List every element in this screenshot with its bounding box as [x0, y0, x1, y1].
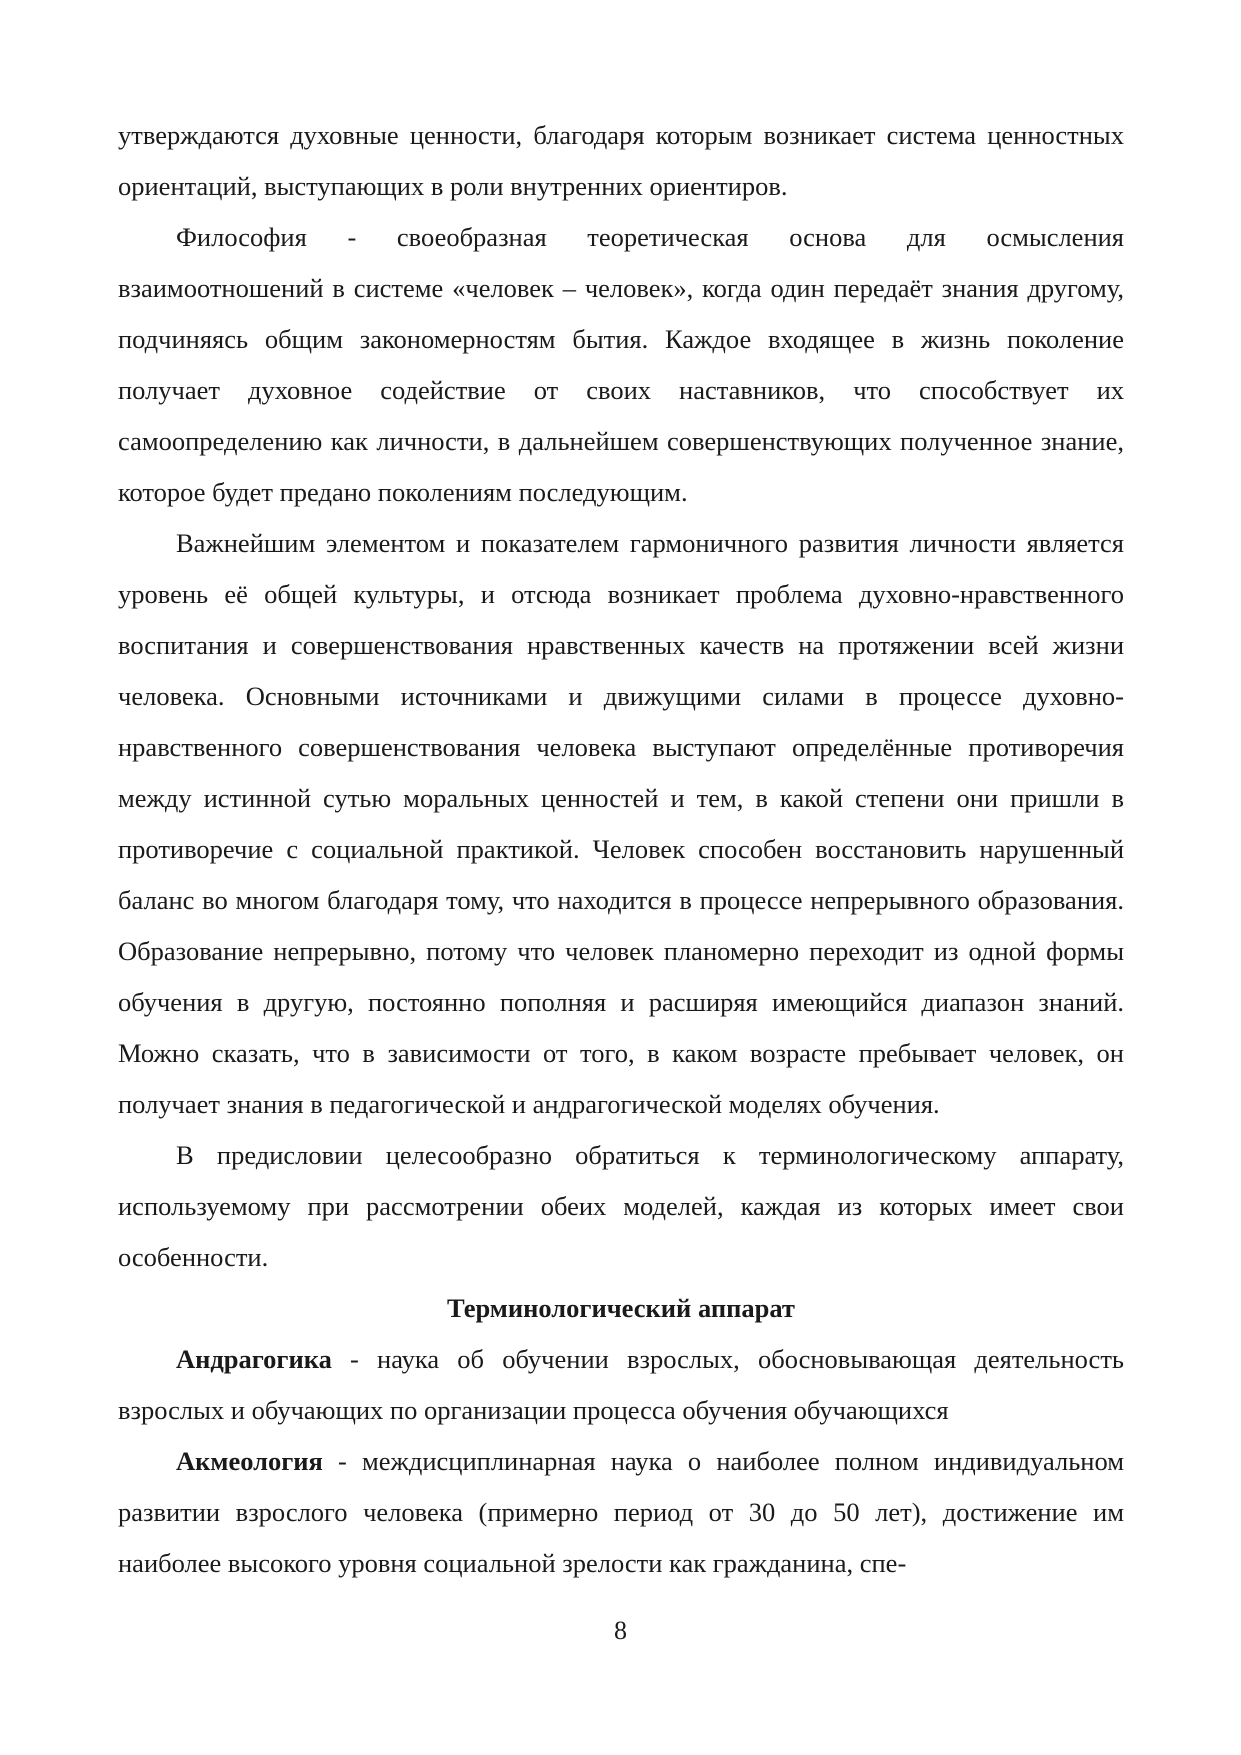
term-name: Акмеология	[176, 1446, 323, 1476]
paragraph-culture: Важнейшим элементом и показателем гармоничного развития личности является уровень её общей культуры, и отсюда возникает проблема духовно-нравственного воспитания и совершенствования нравственных качеств на протяжении всей жизни человека. Основными источниками и движущими силами в процессе духовно-нравственного совершенствования человека выступают определённые противоречия между истинной сутью моральных ценностей и тем, в какой степени они пришли в противоречие с социальной практикой. Человек способен восстановить нарушенный баланс во многом благодаря тому, что находится в процессе непрерывного образования. Образование непрерывно, потому что человек планомерно переходит из одной формы обучения в другую, постоянно пополняя и расширяя имеющийся диапазон знаний. Можно сказать, что в зависимости от того, в каком возрасте пребывает человек, он получает знания в педагогической и андрагогической моделях обучения.	[118, 528, 1124, 1119]
page-body	[118, 110, 1124, 1589]
page-number: 8	[614, 1616, 627, 1645]
term-definition: - наука об обучении взрослых, обосновывающая деятельность взрослых и обучающих по организации процесса обучения обучающихся	[118, 1344, 1124, 1425]
term-entry-andragogy	[118, 1334, 1124, 1436]
paragraph-continuation: утверждаются духовные ценности, благодаря которым возникает система ценностных ориентаций, выступающих в роли внутренних ориентиров.	[118, 120, 1124, 201]
paragraph-philosophy: Философия - своеобразная теоретическая основа для осмысления взаимоотношений в системе «человек – человек», когда один передаёт знания другому, подчиняясь общим закономерностям бытия. Каждое входящее в жизнь поколение получает духовное содействие от своих наставников, что способствует их самоопределению как личности, в дальнейшем совершенствующих полученное знание, которое будет предано поколениям последующим.	[118, 222, 1124, 507]
paragraph-preface: В предисловии целесообразно обратиться к терминологическому аппарату, используемому при рассмотрении обеих моделей, каждая из которых имеет свои особенности.	[118, 1140, 1124, 1272]
section-heading: Терминологический аппарат	[447, 1293, 795, 1323]
term-name: Андрагогика	[176, 1344, 332, 1374]
term-definition: - междисциплинарная наука о наиболее полном индивидуальном развитии взрослого человека (примерно период от 30 до 50 лет), достижение им наиболее высокого уровня социальной зрелости как гражданина, спе-	[118, 1446, 1124, 1578]
term-entry-acmeology	[118, 1436, 1124, 1589]
